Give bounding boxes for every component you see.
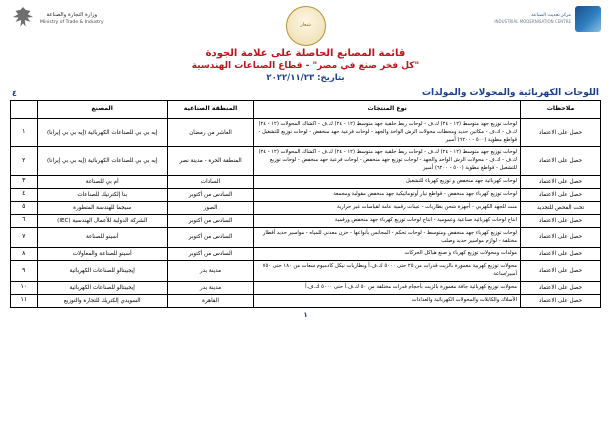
cell-index: ٤ [11, 188, 38, 201]
ministry-logo-text [40, 12, 104, 26]
cell-index: ١ [11, 119, 38, 147]
cell-factory: إيجيبتالو للصناعات الكهربائية [37, 261, 167, 282]
ministry-logo-text-ar: وزارة التجارة والصناعة [46, 12, 98, 18]
eagle-shape [12, 7, 34, 31]
table-row [11, 119, 601, 147]
cell-products: لوحات توزيع كهرباء جهد منخفض - قواطع تيار أوتوماتيكية جهد منخفض مقولبة ومجمعة [254, 188, 521, 201]
column-header-zone: المنطقة الصناعية [167, 101, 254, 119]
seal-ring [286, 6, 326, 46]
cell-products: لوحات كهربائية جهد منخفض و توزيع كهرباء للتشغيل [254, 175, 521, 188]
cell-zone: مدينة بدر [167, 261, 254, 282]
ministry-logo-text-en: Ministry of Trade & Industry [40, 19, 104, 25]
cell-zone: القاهرة [167, 294, 254, 307]
cell-products: منت للجهد الكهربي - أجهزة شحن بطاريات - عينات رقمية عامة لقياسات غير حرارية [254, 201, 521, 214]
national-emblem-seal [284, 6, 328, 46]
cell-zone: السادس من أكتوبر [167, 227, 254, 248]
cell-zone: المنطقة الحرة - مدينة نصر [167, 147, 254, 175]
table-row [11, 175, 601, 188]
imc-logo [451, 6, 601, 32]
cell-factory: السويدي إلكتريك للتجارة والتوزيع [37, 294, 167, 307]
cell-products: محولات توزيع كهربائية جافة مغمورة بالزيت بأحجام قدرات مختلفة من ٥٠ ك.ف.أ حتى ٥٠٠٠ ك.ف.أ [254, 281, 521, 294]
document-header [10, 6, 601, 52]
column-header-factory: المصنع [37, 101, 167, 119]
imc-logo-mark [575, 6, 601, 32]
cell-factory: إيه بي بي للصناعات الكهربائية (إيه بي بي إيرانا) [37, 119, 167, 147]
cell-notes: حصل على الاعتماد [521, 147, 601, 175]
cell-factory: إيه بي بي للصناعات الكهربائية (إيه بي بي إيرانا) [37, 147, 167, 175]
cell-products: لوحات توزيع جهد متوسط (١٢ - ٢٤) ك.ف - لوحات ربط حلقية جهد متوسط (١٢ - ٢٤) ك.ف - اكشاك المحولات (١٢ - ٢٤) ك.ف - ك.ف - محولات الرش الواحد والجهد - لوحات توزيع جهد منخفض - لوحات فرعية حهد منخفض - لوحات توزيع للتشغيل - قواطع مطوية (٥٠٠ - ٦٢٠٠) أمبير [254, 147, 521, 175]
cell-index: ٩ [11, 261, 38, 282]
table-row [11, 248, 601, 261]
cell-products: لوحات توزيع جهد متوسط (١٢ - ٢٤) ك.ف - لوحات ربط حلقية جهد متوسط (١٢ - ٢٤) ك.ف - اكشاك المحولات (١٢ - ٢٤) ك.ف - ك.ف - مكاتين حديد ومحطات محولات الرش الواحد والجهد - لوحات فرعية حهد منخفض - لوحات توزيع للتشغيل - قواطع مطوية (٥٠٠ - ٦٢٠٠) أمبير [254, 119, 521, 147]
imc-logo-text-en: INDUSTRIAL MODERNISATION CENTRE [494, 19, 571, 25]
page-subtitle: "كل فخر صنع في مصر" - قطاع الصناعات الهندسية [191, 61, 420, 71]
table-row [11, 281, 601, 294]
cell-index: ١١ [11, 294, 38, 307]
cell-index: ٦ [11, 214, 38, 227]
cell-factory: سيجما للهندسة المتطورة [37, 201, 167, 214]
cell-index: ٧ [11, 227, 38, 248]
cell-products: انتاج لوحات كهربائية صناعية وعمومية - انتاج لوحات توزيع كهرباء جهد منخفض ورقمية [254, 214, 521, 227]
cell-index: ٢ [11, 147, 38, 175]
cell-factory: أسينو للصناعة والمعاولات [37, 248, 167, 261]
table-header-row [11, 101, 601, 119]
section-title: اللوحات الكهربائية والمحولات والمولدات [421, 88, 599, 98]
cell-factory: إيجيبتالو للصناعات الكهربائية [37, 281, 167, 294]
cell-factory: أسينو للصناعة [37, 227, 167, 248]
column-header-products: نوع المنتجات [254, 101, 521, 119]
eagle-icon [10, 6, 36, 32]
cell-zone: العاشر من رمضان [167, 119, 254, 147]
cell-notes: حصل على الاعتماد [521, 294, 601, 307]
cell-notes: حصل على الاعتماد [521, 227, 601, 248]
cell-factory: أم بي للصناعة [37, 175, 167, 188]
section-page-number: ٤ [12, 88, 17, 98]
cell-zone: السادات [167, 175, 254, 188]
cell-notes: حصل على الاعتماد [521, 119, 601, 147]
factories-table [10, 100, 601, 308]
table-row [11, 261, 601, 282]
cell-notes: حصل على الاعتماد [521, 261, 601, 282]
imc-logo-text-ar: مركز تحديث الصناعة [531, 13, 571, 19]
cell-notes: حصل على الاعتماد [521, 214, 601, 227]
cell-products: الأسلاك والكابلات والمحولات الكهربائية والعدادات [254, 294, 521, 307]
table-row [11, 188, 601, 201]
cell-notes: حصل على الاعتماد [521, 281, 601, 294]
cell-zone: الصور [167, 201, 254, 214]
table-row [11, 147, 601, 175]
cell-products: لوحات توزيع كهرباء جهد منخفض ومتوسط - لوحات تحكم - المجانس بأنواعها - خزن معدني للمياه - مواسير حديد أقطار مختلفة - لوازم مواسير حديد وصلب [254, 227, 521, 248]
cell-index: ٣ [11, 175, 38, 188]
cell-notes: حصل على الاعتماد [521, 248, 601, 261]
cell-zone: السادس من أكتوبر [167, 214, 254, 227]
section-bar [10, 88, 601, 98]
seal-inner-text: شعار [300, 22, 311, 29]
cell-index: ٥ [11, 201, 38, 214]
footer-page-number: ١ [303, 310, 308, 319]
cell-index: ٨ [11, 248, 38, 261]
column-header-index [11, 101, 38, 119]
cell-zone: مدينة بدر [167, 281, 254, 294]
column-header-notes: ملاحظات [521, 101, 601, 119]
cell-factory: الشركة الدولية للأعمال الهندسية (IEC) [37, 214, 167, 227]
cell-notes: حصل على الاعتماد [521, 175, 601, 188]
document-title-block [10, 48, 601, 83]
table-row [11, 294, 601, 307]
cell-index: ١٠ [11, 281, 38, 294]
table-body [11, 119, 601, 308]
cell-notes: حصل على الاعتماد [521, 188, 601, 201]
cell-products: مولدات ومحولات توزيع كهرباء و صنع هياكل الحركات [254, 248, 521, 261]
imc-logo-text [494, 13, 571, 25]
cell-zone: السادس من أكتوبر [167, 248, 254, 261]
page-date: بتاريخ: ٢٠٢٢/١١/٢٣ [266, 73, 345, 83]
page-title: قائمة المصانع الحاصلة على علامة الجودة [205, 48, 406, 59]
cell-notes: تحت الفحص للتجديد [521, 201, 601, 214]
table-row [11, 214, 601, 227]
cell-factory: بنا إلكترنيك للصناعات [37, 188, 167, 201]
cell-products: محولات توزيع كهربية مغمورة بالزيت قدرات من ٢٥ حتى ٥٠٠٠ ك.ف.أ وبطاريات نيكل كادميوم سعات من ١٨٠ حتى ٧٥٠ أمبير/ساعة [254, 261, 521, 282]
ministry-logo [10, 6, 160, 32]
cell-zone: السادس من أكتوبر [167, 188, 254, 201]
table-row [11, 201, 601, 214]
table-row [11, 227, 601, 248]
